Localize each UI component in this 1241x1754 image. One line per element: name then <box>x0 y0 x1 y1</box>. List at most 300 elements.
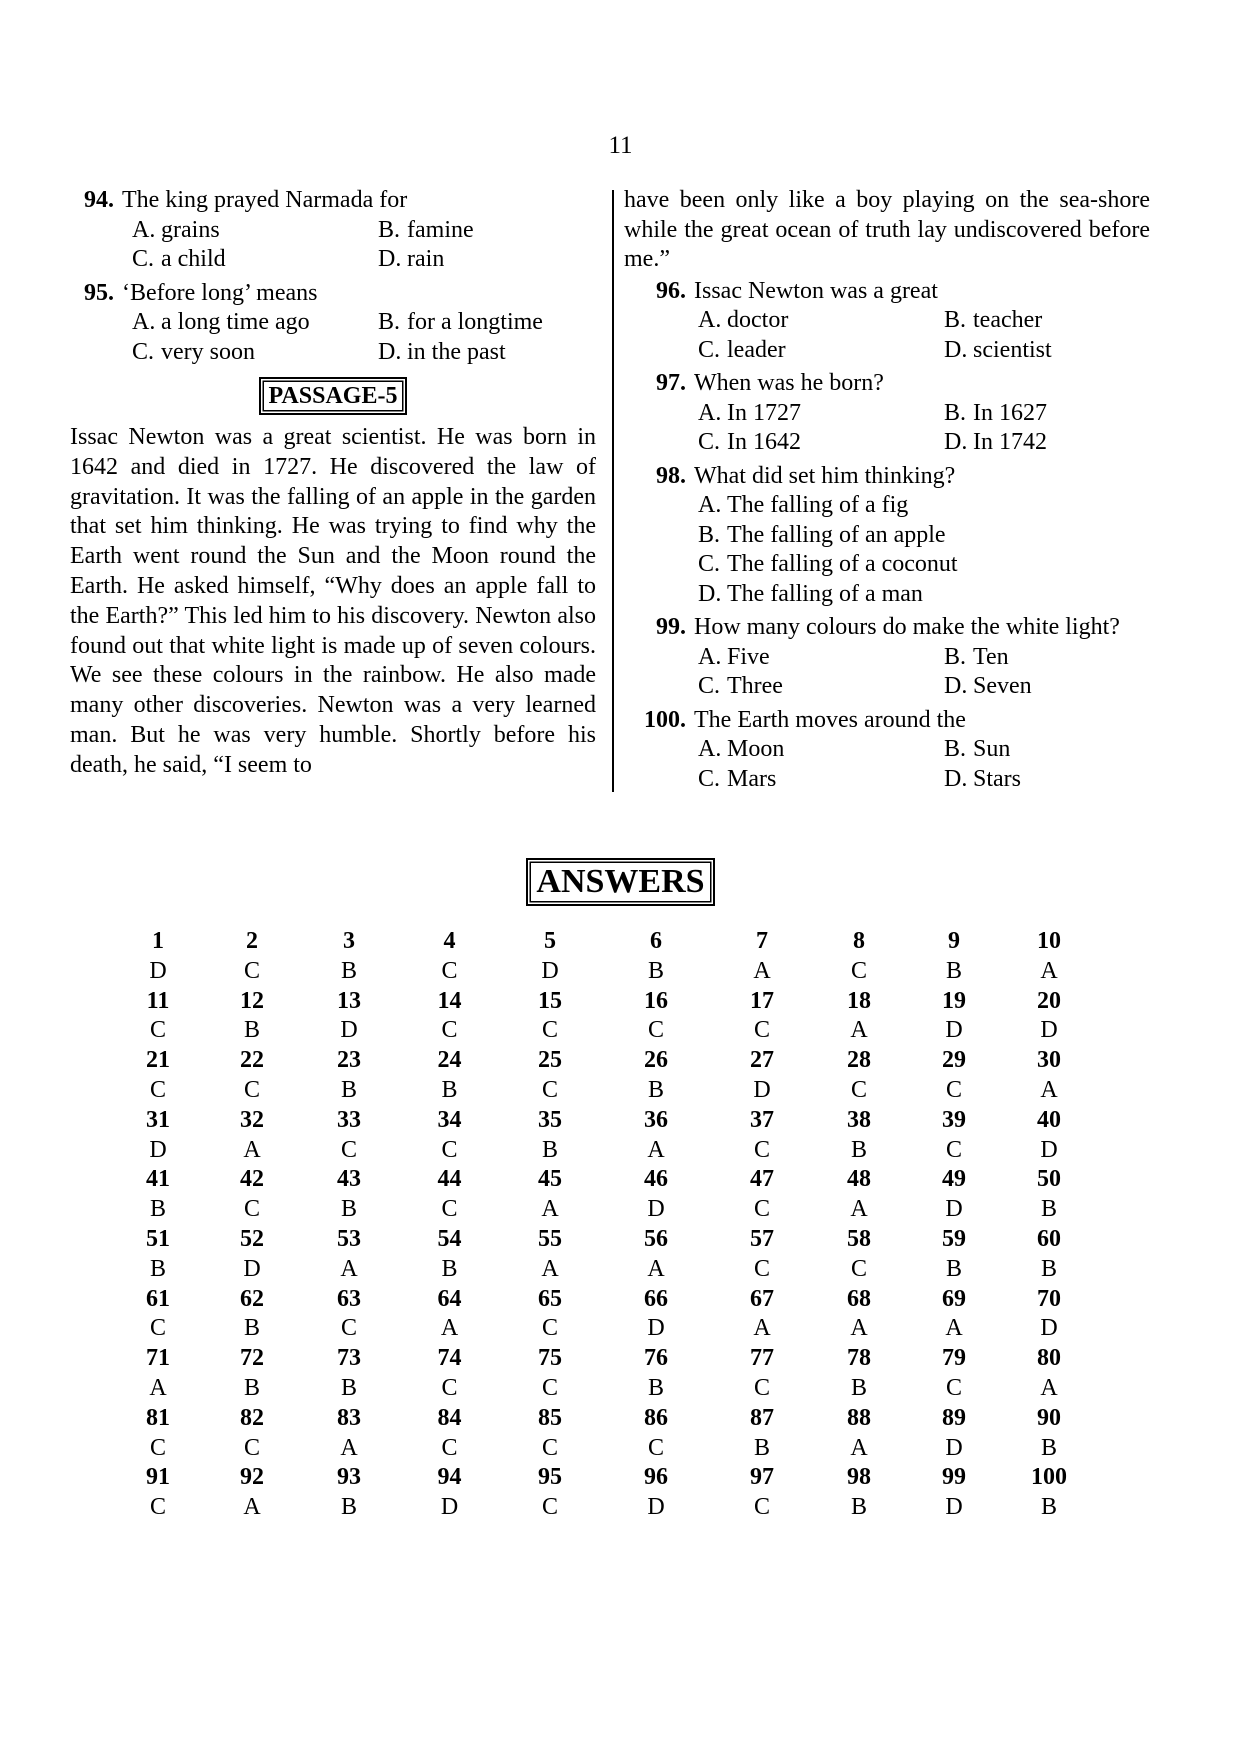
answer-letter: C <box>149 1017 166 1044</box>
answer-number: 79 <box>942 1345 966 1372</box>
option-item <box>944 306 1150 336</box>
answer-letter: A <box>243 1136 261 1163</box>
answer-letter: A <box>753 1315 771 1342</box>
question-line <box>624 462 1150 492</box>
answer-letter: A <box>647 1255 665 1282</box>
passage-title-box <box>70 377 596 415</box>
answer-letter: C <box>945 1076 962 1103</box>
answer-number: 49 <box>942 1166 966 1193</box>
answer-letter: B <box>340 1076 357 1103</box>
question-text: What did set him thinking? <box>694 462 956 489</box>
option-letter: B. <box>944 399 967 426</box>
option-item <box>698 336 944 366</box>
answer-letter: D <box>149 1136 167 1163</box>
answer-letter: C <box>850 1255 867 1282</box>
answer-number: 92 <box>240 1464 264 1491</box>
answer-letter: B <box>243 1017 260 1044</box>
answer-number: 41 <box>146 1166 170 1193</box>
option-item <box>132 216 378 246</box>
option-item <box>378 216 596 246</box>
answer-number: 100 <box>1031 1464 1067 1491</box>
answer-number: 69 <box>942 1285 966 1312</box>
option-text: for a longtime <box>407 309 543 335</box>
question-99 <box>624 613 1150 702</box>
option-text: In 1727 <box>727 399 801 426</box>
answer-number: 83 <box>337 1404 361 1431</box>
answer-number: 14 <box>437 987 462 1014</box>
left-question-list <box>70 186 596 367</box>
option-item <box>698 735 944 765</box>
answer-number: 43 <box>337 1166 361 1193</box>
question-98 <box>624 462 1150 610</box>
question-text: The Earth moves around the <box>694 706 966 733</box>
answer-number: 64 <box>437 1285 462 1312</box>
answer-number: 47 <box>750 1166 774 1193</box>
answer-letter: A <box>945 1315 963 1342</box>
answer-number: 91 <box>146 1464 170 1491</box>
answer-letter: B <box>340 1494 357 1521</box>
answer-letter: B <box>441 1255 458 1282</box>
answer-letter: C <box>753 1374 770 1401</box>
answer-letter: A <box>753 957 771 984</box>
option-list <box>624 306 1150 365</box>
option-letter: B. <box>378 216 401 243</box>
answer-letter: D <box>945 1196 963 1223</box>
answer-number: 21 <box>146 1047 170 1074</box>
answer-letter: B <box>1040 1255 1057 1282</box>
answer-letter: B <box>1040 1196 1057 1223</box>
answer-letter: A <box>647 1136 665 1163</box>
answer-letter: A <box>1040 957 1058 984</box>
answer-number: 11 <box>146 987 170 1014</box>
option-letter: A. <box>698 492 722 518</box>
page-number: 11 <box>608 132 633 159</box>
question-number: 96. <box>656 277 686 304</box>
answer-number: 39 <box>942 1106 966 1133</box>
question-number: 99. <box>656 614 686 640</box>
option-letter: B. <box>944 643 967 670</box>
answer-letter: A <box>1040 1374 1058 1401</box>
answer-number: 73 <box>337 1345 361 1372</box>
answer-number: 26 <box>644 1047 668 1074</box>
answer-number: 61 <box>146 1285 170 1312</box>
answer-number: 99 <box>942 1464 966 1491</box>
option-item <box>378 308 596 338</box>
passage-text: Issac Newton was a great scientist. He was born in 1642 and died in 1727. He discovered the law of gravitation. It was the falling of an apple in the garden that set him thinking. He was trying to find why the Earth went round the Sun and the Moon round the Earth. He asked himself, “Why does an apple fall to the Earth?” This led him to his discovery. Newton also found out that white light is made up of seven colours. We see these colours in the rainbow. He also made many other discoveries. Newton was a very learned man. But he was very humble. Shortly before his death, he said, “I seem to <box>70 424 596 778</box>
answer-number: 72 <box>240 1345 264 1372</box>
question-text: How many colours do make the white light? <box>694 614 1120 640</box>
question-96 <box>624 277 1150 366</box>
option-text: Five <box>727 643 770 670</box>
option-item <box>698 550 1150 580</box>
option-text: Moon <box>727 736 785 762</box>
question-line <box>624 706 1150 736</box>
option-letter: D. <box>944 765 968 792</box>
option-text: Seven <box>973 673 1032 699</box>
option-item <box>132 245 378 275</box>
option-item <box>698 580 1150 610</box>
option-item <box>698 765 944 795</box>
answer-number: 82 <box>240 1404 264 1431</box>
passage-continuation: have been only like a boy playing on the sea-shore while the great ocean of truth lay undiscovered before me.” <box>624 187 1150 272</box>
answer-number: 34 <box>437 1106 462 1133</box>
answer-number: 27 <box>750 1047 774 1074</box>
option-text: Sun <box>973 736 1011 762</box>
option-item <box>944 399 1150 429</box>
answer-number: 74 <box>437 1345 462 1372</box>
answer-letter: B <box>1040 1434 1057 1461</box>
question-95 <box>70 279 596 368</box>
answer-letter: C <box>149 1434 166 1461</box>
answer-letter: B <box>340 1374 357 1401</box>
option-text: famine <box>407 216 474 243</box>
answer-number: 3 <box>343 928 355 954</box>
answer-letter: D <box>647 1494 665 1521</box>
answer-letter: C <box>753 1196 770 1223</box>
option-item <box>698 672 944 702</box>
answer-letter: D <box>440 1494 459 1521</box>
answer-number: 65 <box>538 1285 562 1312</box>
question-text: The king prayed Narmada for <box>122 187 408 213</box>
option-item <box>944 336 1150 366</box>
answer-number: 84 <box>437 1404 462 1431</box>
option-text: Ten <box>973 643 1009 670</box>
option-item <box>378 338 596 368</box>
answer-number: 55 <box>538 1225 562 1252</box>
answer-number: 60 <box>1037 1225 1061 1252</box>
answer-letter: B <box>647 1374 664 1401</box>
answer-letter: D <box>753 1076 771 1103</box>
option-text: In 1642 <box>727 429 801 455</box>
answer-letter: D <box>647 1315 665 1342</box>
option-list <box>70 308 596 367</box>
answer-letter: C <box>541 1076 558 1103</box>
left-column <box>70 186 596 781</box>
option-letter: B. <box>944 736 967 762</box>
answer-number: 88 <box>847 1404 871 1431</box>
answer-letter: C <box>850 957 867 984</box>
answer-number: 93 <box>337 1464 361 1491</box>
option-letter: B. <box>698 521 721 548</box>
option-text: The falling of a coconut <box>727 551 958 577</box>
answer-number: 37 <box>750 1106 774 1133</box>
answer-letter: C <box>441 1196 458 1223</box>
answer-letter: C <box>149 1315 166 1342</box>
option-letter: C. <box>698 336 721 363</box>
answer-letter: C <box>243 1196 260 1223</box>
answer-letter: A <box>850 1434 868 1461</box>
answer-number: 19 <box>942 987 966 1014</box>
answer-number: 2 <box>246 928 258 954</box>
option-letter: A. <box>698 643 722 670</box>
answer-number: 89 <box>942 1404 966 1431</box>
answer-letter: A <box>440 1315 459 1342</box>
answer-number: 30 <box>1037 1047 1061 1074</box>
answer-number: 71 <box>146 1345 170 1372</box>
option-item <box>944 735 1150 765</box>
answer-letter: A <box>149 1374 167 1401</box>
option-text: Three <box>727 673 783 699</box>
question-number: 97. <box>656 370 686 396</box>
answer-number: 17 <box>750 987 774 1014</box>
answer-number: 90 <box>1037 1404 1061 1431</box>
answer-letter: A <box>541 1255 559 1282</box>
answer-letter: D <box>1040 1136 1058 1163</box>
option-item <box>378 245 596 275</box>
option-letter: C. <box>698 551 721 577</box>
option-letter: C. <box>698 429 721 455</box>
option-text: Stars <box>973 765 1021 792</box>
option-item <box>132 338 378 368</box>
answer-letter: B <box>850 1136 867 1163</box>
answer-number: 42 <box>240 1166 264 1193</box>
option-letter: C. <box>698 673 721 699</box>
answer-letter: B <box>340 1196 357 1223</box>
answer-letter: A <box>850 1196 868 1223</box>
answer-letter: C <box>541 1434 558 1461</box>
answer-letter: C <box>441 1017 458 1044</box>
option-letter: A. <box>698 736 722 762</box>
answer-number: 25 <box>538 1047 562 1074</box>
option-text: leader <box>727 336 786 363</box>
answer-number: 75 <box>538 1345 562 1372</box>
answer-number: 66 <box>644 1285 668 1312</box>
question-text: When was he born? <box>694 370 884 396</box>
answer-number: 58 <box>847 1225 871 1252</box>
right-column <box>624 186 1150 798</box>
answer-number: 76 <box>644 1345 668 1372</box>
answer-letter: A <box>1040 1076 1058 1103</box>
answer-number: 59 <box>942 1225 966 1252</box>
answer-number: 4 <box>443 928 456 954</box>
option-text: scientist <box>973 336 1052 363</box>
answer-number: 56 <box>644 1225 668 1252</box>
answer-number: 78 <box>847 1345 871 1372</box>
answer-letter: C <box>243 1076 260 1103</box>
option-text: In 1627 <box>973 399 1047 426</box>
option-item <box>698 399 944 429</box>
option-letter: D. <box>944 336 968 363</box>
question-number: 94. <box>84 187 114 213</box>
answer-number: 35 <box>538 1106 562 1133</box>
answer-letter: C <box>647 1434 664 1461</box>
answer-number: 81 <box>146 1404 170 1431</box>
answer-number: 10 <box>1037 928 1061 954</box>
answer-letter: C <box>753 1494 770 1521</box>
answer-letter: D <box>1040 1017 1058 1044</box>
answer-number: 22 <box>240 1047 264 1074</box>
answer-letter: B <box>340 957 357 984</box>
answer-number: 29 <box>942 1047 966 1074</box>
option-item <box>132 308 378 338</box>
option-letter: A. <box>698 307 722 333</box>
question-100 <box>624 706 1150 795</box>
answer-letter: C <box>647 1017 664 1044</box>
option-item <box>944 428 1150 458</box>
answer-letter: B <box>243 1315 260 1342</box>
option-text: The falling of an apple <box>727 521 946 548</box>
answer-number: 98 <box>847 1464 871 1491</box>
answer-number: 67 <box>750 1285 774 1312</box>
option-text: grains <box>161 216 220 243</box>
answer-letter: C <box>541 1315 558 1342</box>
option-item <box>698 428 944 458</box>
answer-number: 52 <box>240 1225 264 1252</box>
answer-number: 63 <box>337 1285 361 1312</box>
answer-letter: A <box>850 1315 868 1342</box>
answer-number: 16 <box>644 987 668 1014</box>
answer-letter: D <box>340 1017 358 1044</box>
answer-number: 95 <box>538 1464 562 1491</box>
answer-number: 48 <box>847 1166 871 1193</box>
answer-number: 68 <box>847 1285 871 1312</box>
answer-letter: C <box>441 957 458 984</box>
option-text: The falling of a fig <box>727 492 909 518</box>
option-item <box>944 643 1150 673</box>
answer-letter: B <box>541 1136 558 1163</box>
option-letter: C. <box>132 246 155 272</box>
answer-letter: B <box>1040 1494 1057 1521</box>
option-letter: B. <box>944 307 967 333</box>
answer-letter: C <box>541 1374 558 1401</box>
option-text: very soon <box>161 338 255 365</box>
answer-letter: C <box>243 1434 260 1461</box>
option-list <box>70 216 596 275</box>
answer-letter: B <box>441 1076 458 1103</box>
option-text: Mars <box>727 765 777 792</box>
answer-number: 13 <box>337 987 361 1014</box>
option-text: The falling of a man <box>727 580 923 607</box>
answer-key-grid <box>111 927 1111 1523</box>
answer-letter: D <box>1040 1315 1058 1342</box>
option-text: in the past <box>407 338 506 365</box>
answer-number: 31 <box>146 1106 170 1133</box>
option-text: In 1742 <box>973 429 1047 455</box>
answer-letter: D <box>243 1255 261 1282</box>
answer-number: 70 <box>1037 1285 1061 1312</box>
answer-letter: D <box>945 1434 963 1461</box>
option-item <box>698 643 944 673</box>
answer-number: 54 <box>437 1225 462 1252</box>
answer-letter: C <box>441 1374 458 1401</box>
answer-number: 97 <box>750 1464 774 1491</box>
option-list <box>624 643 1150 702</box>
option-letter: D. <box>698 580 722 607</box>
option-letter: C. <box>132 338 155 365</box>
answer-letter: A <box>541 1196 559 1223</box>
answer-number: 38 <box>847 1106 871 1133</box>
answer-letter: C <box>149 1076 166 1103</box>
answer-number: 28 <box>847 1047 871 1074</box>
right-question-list <box>624 277 1150 795</box>
answer-letter: A <box>243 1494 261 1521</box>
answer-letter: D <box>149 957 167 984</box>
option-item <box>944 672 1150 702</box>
option-item <box>698 521 1150 551</box>
answer-letter: C <box>753 1017 770 1044</box>
answers-header <box>0 858 1241 906</box>
answer-number: 33 <box>337 1106 361 1133</box>
answer-letter: C <box>441 1434 458 1461</box>
question-97 <box>624 369 1150 458</box>
answer-letter: D <box>945 1017 963 1044</box>
answer-letter: A <box>340 1255 358 1282</box>
question-line <box>70 279 596 309</box>
answer-letter: C <box>850 1076 867 1103</box>
option-text: rain <box>407 246 445 272</box>
answer-number: 94 <box>437 1464 462 1491</box>
answer-number: 15 <box>538 987 562 1014</box>
answer-number: 18 <box>847 987 871 1014</box>
answer-number: 51 <box>146 1225 170 1252</box>
question-number: 100. <box>644 706 686 733</box>
answer-letter: D <box>945 1494 963 1521</box>
option-list <box>624 491 1150 609</box>
answer-letter: B <box>647 957 664 984</box>
answer-letter: C <box>945 1374 962 1401</box>
answer-number: 77 <box>750 1345 774 1372</box>
question-number: 98. <box>656 462 686 489</box>
option-letter: A. <box>132 309 156 335</box>
answer-number: 80 <box>1037 1345 1061 1372</box>
question-94 <box>70 186 596 275</box>
answer-number: 87 <box>750 1404 774 1431</box>
answer-number: 7 <box>756 928 768 954</box>
option-letter: D. <box>378 246 402 272</box>
question-line <box>624 613 1150 643</box>
answer-number: 32 <box>240 1106 264 1133</box>
answer-letter: C <box>753 1255 770 1282</box>
answer-number: 1 <box>152 928 164 954</box>
answer-letter: C <box>541 1494 558 1521</box>
answer-letter: B <box>149 1196 166 1223</box>
answer-letter: B <box>850 1374 867 1401</box>
answer-number: 5 <box>544 928 556 954</box>
answer-number: 53 <box>337 1225 361 1252</box>
column-divider <box>612 190 614 792</box>
option-letter: B. <box>378 309 401 335</box>
question-line <box>624 277 1150 307</box>
answer-number: 96 <box>644 1464 668 1491</box>
option-letter: D. <box>378 338 402 365</box>
question-text: Issac Newton was a great <box>694 277 938 304</box>
answer-letter: C <box>945 1136 962 1163</box>
option-letter: D. <box>944 673 968 699</box>
option-item <box>698 306 944 336</box>
answer-number: 44 <box>437 1166 462 1193</box>
option-letter: A. <box>132 216 156 243</box>
question-line <box>70 186 596 216</box>
answer-number: 6 <box>650 928 662 954</box>
answer-number: 40 <box>1037 1106 1061 1133</box>
option-item <box>944 765 1150 795</box>
answer-number: 85 <box>538 1404 562 1431</box>
question-number: 95. <box>84 279 114 306</box>
option-letter: A. <box>698 399 722 426</box>
answer-number: 45 <box>538 1166 562 1193</box>
option-letter: C. <box>698 765 721 792</box>
answer-number: 46 <box>644 1166 668 1193</box>
answer-letter: B <box>753 1434 770 1461</box>
answer-letter: C <box>243 957 260 984</box>
answer-letter: D <box>541 957 559 984</box>
answer-letter: B <box>149 1255 166 1282</box>
answers-title: ANSWERS <box>526 858 714 906</box>
answer-letter: B <box>850 1494 867 1521</box>
answer-number: 62 <box>240 1285 264 1312</box>
option-text: doctor <box>727 307 789 333</box>
answer-letter: C <box>149 1494 166 1521</box>
